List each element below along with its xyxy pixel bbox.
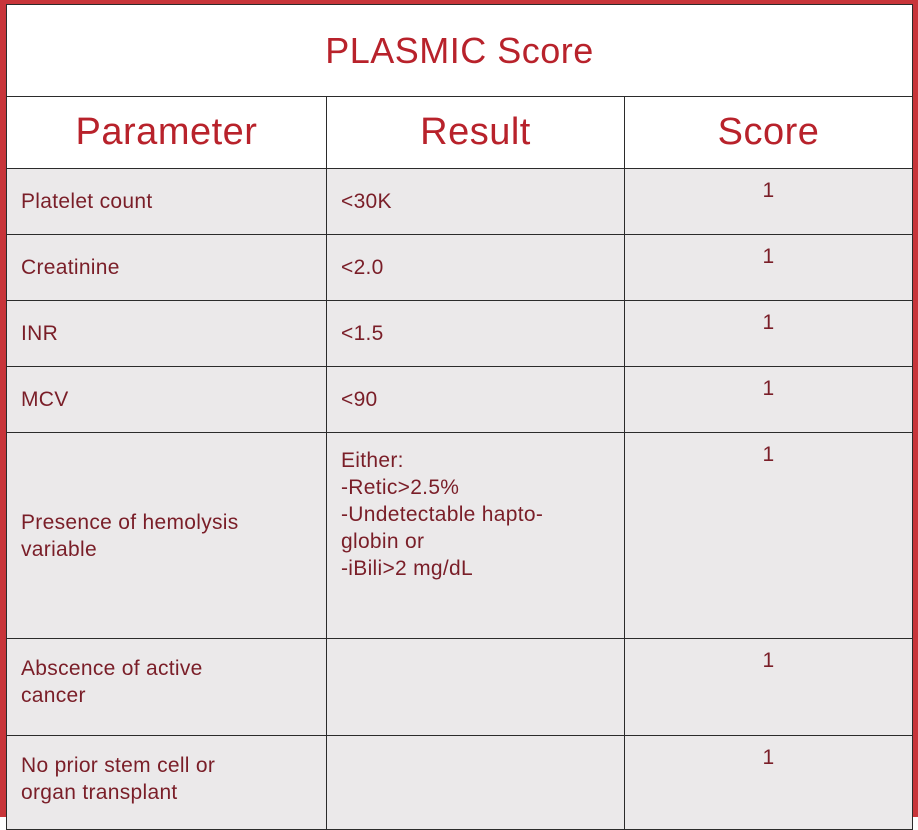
parameter-cell <box>7 301 327 367</box>
parameter-text: cancer <box>21 684 86 707</box>
parameter-text: organ transplant <box>21 781 178 804</box>
table-title: PLASMIC Score <box>7 5 913 97</box>
score-cell: 1 <box>625 736 913 830</box>
parameter-text: No prior stem cell or <box>21 754 216 777</box>
header-parameter: Parameter <box>7 97 327 169</box>
result-text: -Retic>2.5% <box>341 476 460 499</box>
table-row <box>7 367 913 433</box>
result-cell <box>327 169 625 235</box>
table-row <box>7 433 913 639</box>
table-row <box>7 639 913 736</box>
parameter-cell <box>7 433 327 639</box>
result-text: <2.0 <box>341 256 384 279</box>
parameter-text: Presence of hemolysis <box>21 510 239 534</box>
score-cell: 1 <box>625 433 913 639</box>
result-text: globin or <box>341 530 425 553</box>
result-text: -Undetectable hapto- <box>341 503 544 526</box>
plasmic-score-table <box>6 4 913 830</box>
result-text: <30K <box>341 190 392 213</box>
score-cell: 1 <box>625 235 913 301</box>
parameter-cell <box>7 736 327 830</box>
parameter-cell <box>7 367 327 433</box>
parameter-text: Creatinine <box>21 256 120 279</box>
score-cell: 1 <box>625 639 913 736</box>
parameter-text: variable <box>21 537 97 561</box>
table-row <box>7 169 913 235</box>
parameter-text: Abscence of active <box>21 657 203 680</box>
header-result: Result <box>327 97 625 169</box>
parameter-text: INR <box>21 322 59 345</box>
result-cell <box>327 301 625 367</box>
table-row <box>7 235 913 301</box>
parameter-text: Platelet count <box>21 190 153 213</box>
parameter-cell <box>7 639 327 736</box>
header-score: Score <box>625 97 913 169</box>
score-cell: 1 <box>625 169 913 235</box>
result-text: <1.5 <box>341 322 384 345</box>
parameter-text: MCV <box>21 388 69 411</box>
result-text: -iBili>2 mg/dL <box>341 557 474 580</box>
parameter-cell <box>7 169 327 235</box>
result-cell <box>327 433 625 639</box>
title-row <box>7 5 913 97</box>
result-cell <box>327 639 625 736</box>
result-text: <90 <box>341 388 378 411</box>
result-cell <box>327 367 625 433</box>
table-row <box>7 301 913 367</box>
table-row <box>7 736 913 830</box>
result-cell <box>327 736 625 830</box>
score-cell: 1 <box>625 367 913 433</box>
result-text: Either: <box>341 449 404 472</box>
result-cell <box>327 235 625 301</box>
header-row <box>7 97 913 169</box>
score-cell: 1 <box>625 301 913 367</box>
parameter-cell <box>7 235 327 301</box>
